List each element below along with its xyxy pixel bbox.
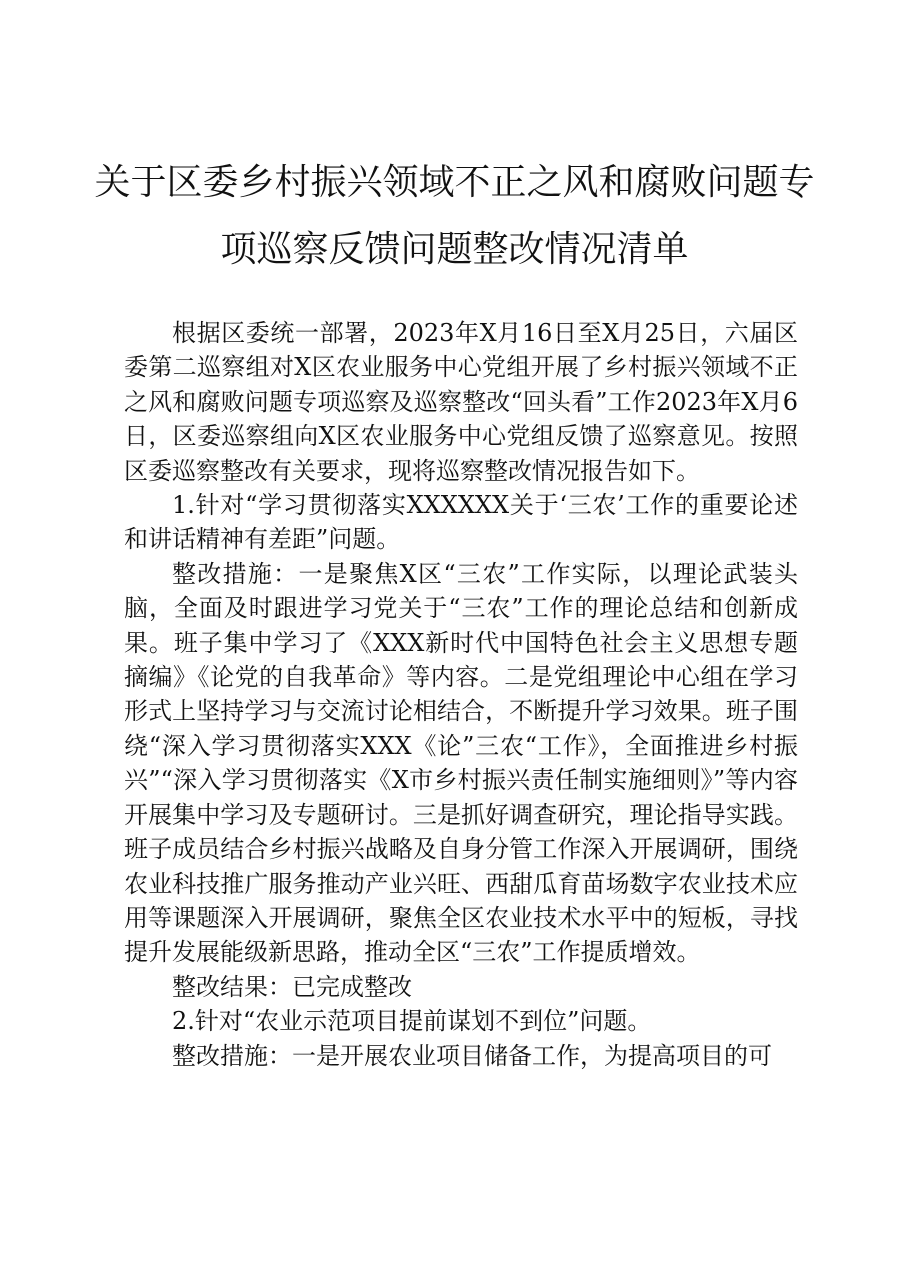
- document-title-line-2: 项巡察反馈问题整改情况清单: [220, 229, 689, 270]
- issue-2-heading: 2.针对“农业示范项目提前谋划不到位”问题。: [172, 1007, 652, 1036]
- intro-paragraph: 根据区委统一部署，2023年X月16日至X月25日，六届区委第二巡察组对X区农业服务中心党组开展了乡村振兴领域不正之风和腐败问题专项巡察及巡察整改“回头看”工作2023年X月6日，区委巡察组向X区农业服务中心党组反馈了巡察意见。按照区委巡察整改有关要求，现将巡察整改情况报告如下。: [124, 319, 798, 485]
- issue-1-result: 整改结果：已完成整改: [172, 972, 412, 1001]
- issue-1-measures: 整改措施：一是聚焦X区“三农”工作实际，以理论武装头脑，全面及时跟进学习党关于“三农”工作的理论总结和创新成果。班子集中学习了《XXX新时代中国特色社会主义思想专题摘编》《论党的自我革命》等内容。二是党组理论中心组在学习形式上坚持学习与交流讨论相结合，不断提升学习效果。班子围绕“深入学习贯彻落实XXX《论”三农“工作》，全面推进乡村振兴”“深入学习贯彻落实《X市乡村振兴责任制实施细则》”等内容开展集中学习及专题研讨。三是抓好调查研究，理论指导实践。班子成员结合乡村振兴战略及自身分管工作深入开展调研，围绕农业科技推广服务推动产业兴旺、西甜瓜育苗场数字农业技术应用等课题深入开展调研，聚焦全区农业技术水平中的短板，寻找提升发展能级新思路，推动全区“三农”工作提质增效。: [124, 559, 798, 967]
- document-title-line-1: 关于区委乡村振兴领域不正之风和腐败问题专: [94, 162, 815, 203]
- issue-1-heading: 1.针对“学习贯彻落实XXXXXX关于‘三农’工作的重要论述和讲话精神有差距”问题。: [124, 491, 798, 554]
- document-body: [124, 316, 798, 1073]
- issue-2-measures: 整改措施：一是开展农业项目储备工作，为提高项目的可: [172, 1041, 772, 1070]
